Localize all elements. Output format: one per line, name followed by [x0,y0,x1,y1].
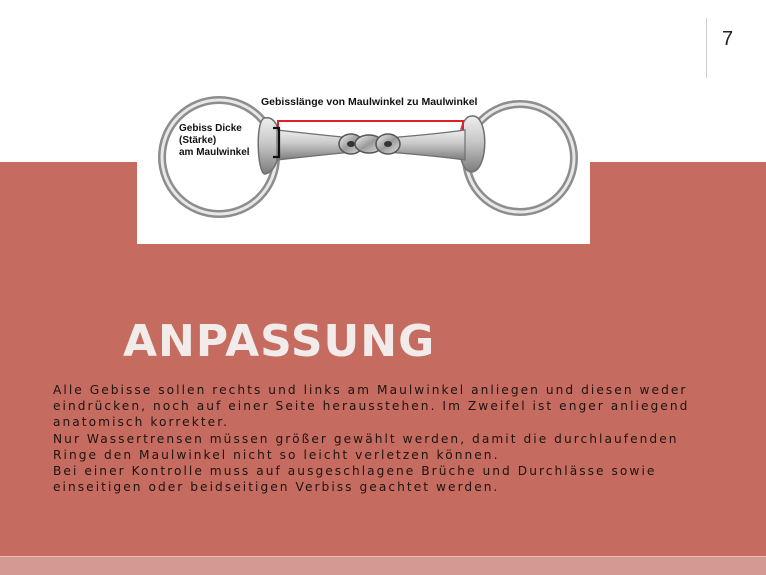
length-measure-line [278,121,463,130]
body-paragraph: Alle Gebisse sollen rechts und links am Maulwinkel anliegen und diesen weder eindrücken, noch auf einer Seite herausstehen. Im Zweifel ist enger anliegend anatomisch korrekter. [53,383,690,430]
snaffle-bit-diagram [137,78,590,244]
thickness-label-line1: Gebiss Dicke [179,123,242,134]
page-number: 7 [722,28,734,50]
footer-strip [0,556,766,575]
bit-illustration [137,78,590,244]
body-paragraph: Nur Wassertrensen müssen größer gewählt werden, damit die durchlaufenden Ringe den Maulwinkel nicht so leicht verletzen können. [53,431,679,462]
thickness-label-line3: am Maulwinkel [179,147,250,158]
body-paragraph: Bei einer Kontrolle muss auf ausgeschlagene Brüche und Durchlässe sowie einseitigen oder beidseitigen Verbiss geachtet werden. [53,464,657,495]
slide-title: ANPASSUNG [123,316,436,367]
length-label: Gebisslänge von Maulwinkel zu Maulwinkel [261,96,478,108]
body-text [53,382,713,495]
thickness-label-line2: (Stärke) [179,135,217,146]
page-number-box [706,18,766,78]
